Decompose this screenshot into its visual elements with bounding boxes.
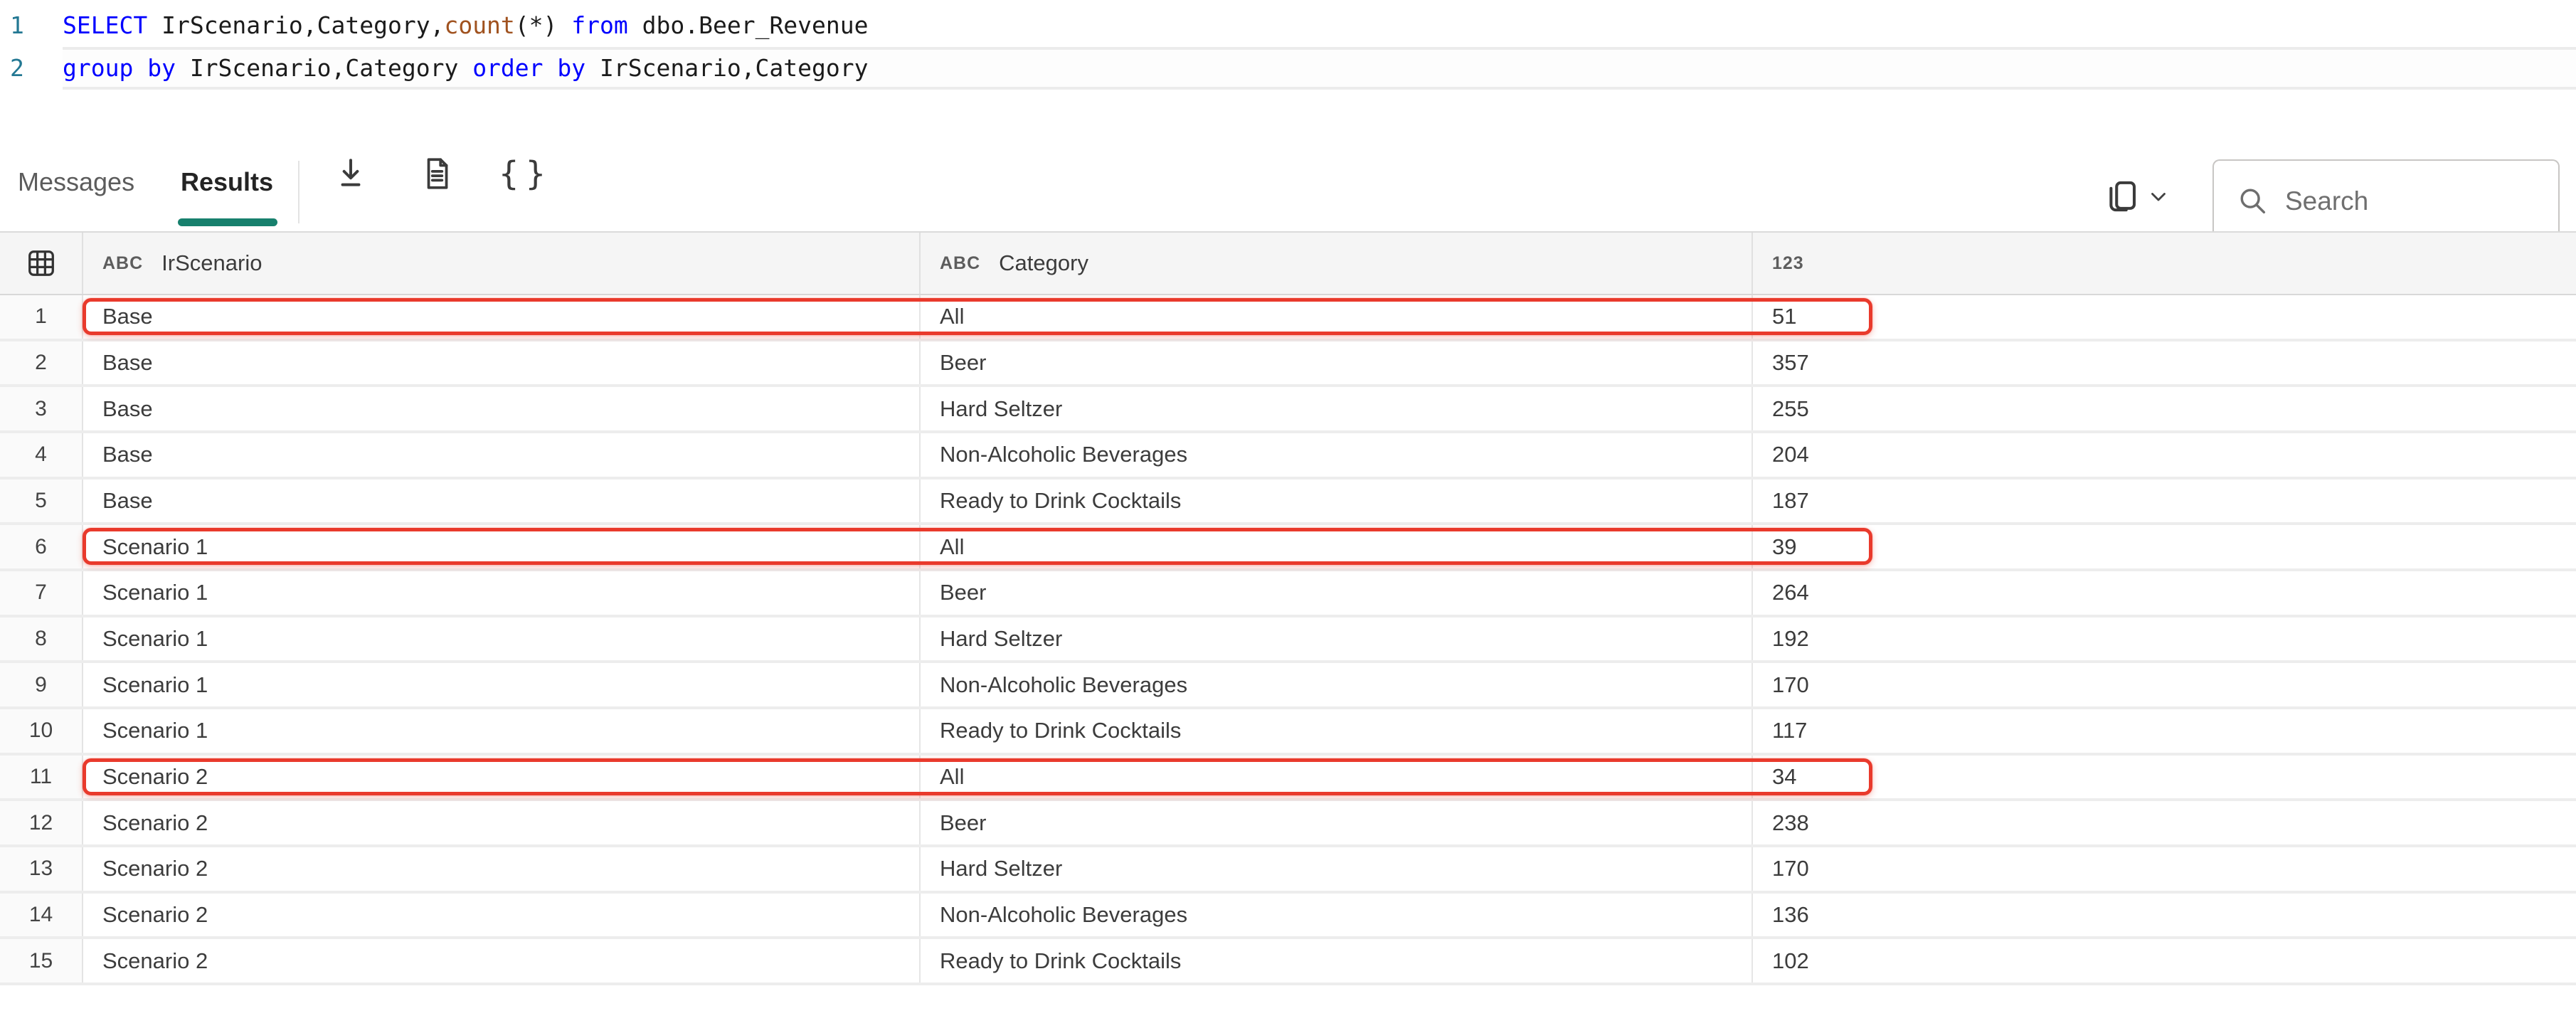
table-icon: [25, 247, 58, 280]
cell-irscenario[interactable]: Scenario 2: [83, 894, 921, 937]
sql-token: IrScenario,Category: [585, 54, 869, 82]
chevron-down-icon[interactable]: [2140, 178, 2177, 215]
sql-token: (*): [514, 11, 572, 39]
code-text: [63, 47, 2576, 90]
grid-header-row: [0, 231, 2576, 295]
cell-category[interactable]: Hard Seltzer: [921, 618, 1753, 661]
row-number-cell[interactable]: 13: [0, 847, 83, 891]
sql-token: count: [444, 11, 515, 39]
cell-irscenario[interactable]: Base: [83, 480, 921, 523]
code-line: [0, 4, 2576, 47]
cell-category[interactable]: Beer: [921, 341, 1753, 385]
cell-count[interactable]: 170: [1772, 672, 1809, 697]
toolbar-divider: [298, 161, 300, 223]
line-number: 1: [10, 11, 24, 39]
cell-irscenario[interactable]: Base: [83, 387, 921, 430]
row-number-cell[interactable]: 11: [0, 756, 83, 799]
column-header-irscenario[interactable]: [83, 233, 921, 294]
table-row: [0, 847, 2576, 894]
cell-irscenario[interactable]: Base: [83, 295, 921, 339]
document-icon-glyph: [419, 156, 455, 191]
cell-count[interactable]: 51: [1772, 304, 1797, 329]
row-number-cell[interactable]: 4: [0, 433, 83, 477]
table-row: [0, 618, 2576, 664]
sql-token: dbo.Beer_Revenue: [627, 11, 869, 39]
cell-count[interactable]: 357: [1772, 349, 1809, 375]
select-all-cell[interactable]: [0, 233, 83, 294]
cell-irscenario[interactable]: Scenario 2: [83, 939, 921, 982]
number-type-icon: 123: [1772, 253, 1804, 273]
row-number-cell[interactable]: 7: [0, 571, 83, 615]
cell-irscenario[interactable]: Scenario 1: [83, 663, 921, 706]
cell-count[interactable]: 136: [1772, 901, 1809, 927]
tab-messages[interactable]: [18, 149, 134, 215]
table-row: [0, 939, 2576, 985]
table-row: [0, 571, 2576, 618]
cell-category[interactable]: Ready to Drink Cocktails: [921, 480, 1753, 523]
cell-irscenario[interactable]: Scenario 2: [83, 847, 921, 891]
row-number-cell[interactable]: 9: [0, 663, 83, 706]
download-icon[interactable]: [325, 147, 376, 201]
cell-category[interactable]: Hard Seltzer: [921, 387, 1753, 430]
table-row: [0, 756, 2576, 802]
table-row: [0, 433, 2576, 480]
copy-icon-glyph: [2102, 177, 2141, 216]
download-icon-glyph: [333, 156, 369, 191]
grid-body: [0, 295, 2576, 985]
cell-irscenario[interactable]: Scenario 2: [83, 756, 921, 799]
code-line: [0, 47, 2576, 90]
row-number-cell[interactable]: 2: [0, 341, 83, 385]
cell-count[interactable]: 255: [1772, 396, 1809, 421]
table-row: [0, 480, 2576, 526]
cell-category[interactable]: All: [921, 525, 1753, 568]
results-toolbar: [0, 149, 2576, 231]
sql-token: from: [571, 11, 628, 39]
row-number-cell[interactable]: 15: [0, 939, 83, 982]
table-row: [0, 387, 2576, 433]
cell-category[interactable]: Non-Alcoholic Beverages: [921, 894, 1753, 937]
cell-count[interactable]: 170: [1772, 856, 1809, 881]
sql-token: order by: [472, 54, 586, 82]
search-icon: [2237, 185, 2269, 218]
cell-count[interactable]: 238: [1772, 810, 1809, 835]
tab-results[interactable]: [181, 149, 273, 215]
cell-count[interactable]: 264: [1772, 580, 1809, 605]
text-type-icon: ABC: [940, 253, 981, 273]
cell-count[interactable]: 192: [1772, 625, 1809, 651]
cell-category[interactable]: Beer: [921, 571, 1753, 615]
cell-category[interactable]: All: [921, 295, 1753, 339]
tab-messages-label: Messages: [18, 167, 135, 196]
cell-count[interactable]: 39: [1772, 534, 1797, 559]
active-tab-indicator: [178, 218, 277, 226]
cell-category[interactable]: Ready to Drink Cocktails: [921, 939, 1753, 982]
cell-count[interactable]: 187: [1772, 487, 1809, 513]
cell-irscenario[interactable]: Scenario 1: [83, 525, 921, 568]
column-header-label: IrScenario: [161, 250, 263, 275]
chevron-down-icon-glyph: [2146, 184, 2170, 208]
cell-count[interactable]: 34: [1772, 763, 1797, 789]
braces-icon[interactable]: [497, 147, 553, 201]
code-text: [63, 4, 2576, 47]
row-number-cell[interactable]: 12: [0, 801, 83, 844]
cell-irscenario[interactable]: Base: [83, 341, 921, 385]
row-number-cell[interactable]: 3: [0, 387, 83, 430]
cell-category[interactable]: Ready to Drink Cocktails: [921, 709, 1753, 753]
cell-count[interactable]: 117: [1772, 718, 1808, 743]
row-number-cell[interactable]: 10: [0, 709, 83, 753]
cell-irscenario[interactable]: Base: [83, 433, 921, 477]
cell-count[interactable]: 204: [1772, 442, 1809, 467]
table-row: [0, 341, 2576, 388]
row-number-cell[interactable]: 6: [0, 525, 83, 568]
cell-category[interactable]: All: [921, 756, 1753, 799]
column-header-category[interactable]: [921, 233, 1753, 294]
cell-count[interactable]: 102: [1772, 948, 1809, 973]
document-icon[interactable]: [411, 147, 462, 201]
row-number-cell[interactable]: 8: [0, 618, 83, 661]
row-number-cell[interactable]: 14: [0, 894, 83, 937]
sql-token: IrScenario,Category,: [147, 11, 445, 39]
table-row: [0, 709, 2576, 756]
tab-results-label: Results: [181, 167, 274, 196]
table-row: [0, 525, 2576, 571]
cell-irscenario[interactable]: Scenario 2: [83, 801, 921, 844]
sql-token: SELECT: [63, 11, 148, 39]
cell-category[interactable]: Non-Alcoholic Beverages: [921, 433, 1753, 477]
results-grid: [0, 231, 2576, 985]
table-row: [0, 663, 2576, 709]
sql-editor[interactable]: [0, 4, 2576, 90]
cell-category[interactable]: Hard Seltzer: [921, 847, 1753, 891]
cell-category[interactable]: Non-Alcoholic Beverages: [921, 663, 1753, 706]
sql-token: IrScenario,Category: [175, 54, 473, 82]
table-row: [0, 894, 2576, 940]
row-number-cell[interactable]: 5: [0, 480, 83, 523]
text-type-icon: ABC: [102, 253, 144, 273]
cell-irscenario[interactable]: Scenario 1: [83, 709, 921, 753]
sql-token: group by: [63, 54, 176, 82]
cell-irscenario[interactable]: Scenario 1: [83, 618, 921, 661]
column-header-label: Category: [999, 250, 1088, 275]
table-row: [0, 295, 2576, 341]
column-header-count[interactable]: [1753, 233, 2576, 294]
cell-category[interactable]: Beer: [921, 801, 1753, 844]
cell-irscenario[interactable]: Scenario 1: [83, 571, 921, 615]
braces-icon-glyph: {}: [499, 154, 553, 193]
line-number: 2: [10, 54, 24, 82]
table-row: [0, 801, 2576, 847]
row-number-cell[interactable]: 1: [0, 295, 83, 339]
search-input[interactable]: [2284, 186, 2558, 217]
